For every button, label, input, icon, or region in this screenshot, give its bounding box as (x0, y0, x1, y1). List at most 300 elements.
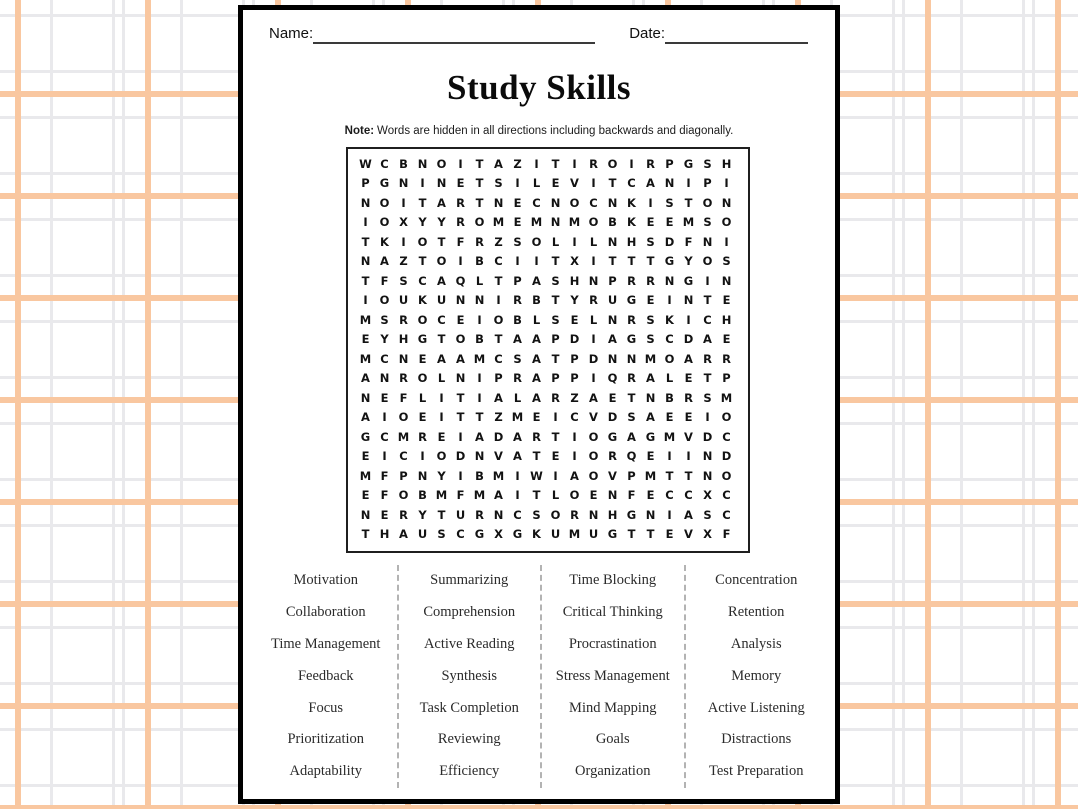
grid-cell: S (703, 156, 712, 171)
grid-cell: I (553, 468, 558, 483)
grid-cell: O (721, 410, 732, 425)
grid-cell: I (382, 410, 387, 425)
grid-cell: B (532, 293, 541, 308)
word-list-item: Summarizing (430, 572, 509, 589)
grid-row (356, 154, 736, 174)
grid-cell: A (532, 332, 541, 347)
grid-cell: E (380, 390, 389, 405)
word-list-item: Analysis (730, 635, 782, 652)
grid-cell: I (401, 195, 406, 210)
grid-cell: T (418, 195, 427, 210)
word-list-item: Mind Mapping (569, 699, 657, 716)
word-list-column-2 (397, 565, 541, 788)
grid-cell: M (359, 312, 372, 327)
grid-cell: R (551, 390, 560, 405)
grid-cell: E (665, 410, 674, 425)
grid-row (356, 525, 736, 545)
grid-cell: T (627, 390, 636, 405)
grid-cell: I (496, 293, 501, 308)
grid-cell: C (437, 312, 446, 327)
grid-cell: I (572, 234, 577, 249)
grid-cell: H (626, 234, 637, 249)
note-body: Words are hidden in all directions including backwards and diagonally. (377, 125, 734, 137)
grid-cell: A (532, 351, 541, 366)
grid-cell: I (515, 468, 520, 483)
grid-cell: T (608, 254, 617, 269)
grid-cell: M (359, 468, 372, 483)
word-list-column-4 (684, 565, 828, 788)
grid-cell: Y (684, 254, 693, 269)
grid-cell: Z (494, 410, 503, 425)
grid-cell: E (570, 312, 579, 327)
word-list-item: Motivation (293, 572, 358, 589)
grid-cell: C (418, 273, 427, 288)
grid-cell: E (646, 488, 655, 503)
grid-cell: Z (399, 254, 408, 269)
grid-cell: S (703, 215, 712, 230)
grid-row (356, 447, 736, 467)
grid-cell: I (401, 234, 406, 249)
grid-cell: P (627, 468, 636, 483)
grid-cell: R (589, 293, 598, 308)
grid-cell: I (705, 410, 710, 425)
grid-cell: A (532, 273, 541, 288)
grid-cell: C (494, 254, 503, 269)
grid-cell: D (702, 429, 713, 444)
grid-cell: I (382, 449, 387, 464)
grid-cell: G (645, 429, 656, 444)
grid-cell: C (703, 312, 712, 327)
grid-cell: L (437, 371, 446, 386)
grid-cell: G (683, 156, 694, 171)
grid-cell: E (418, 410, 427, 425)
grid-cell: Z (494, 234, 503, 249)
word-list-item: Active Reading (423, 635, 515, 652)
grid-cell: O (588, 468, 599, 483)
word-list-item: Collaboration (285, 604, 366, 621)
grid-cell: S (551, 312, 560, 327)
word-list-item: Comprehension (423, 604, 516, 621)
grid-cell: R (646, 156, 655, 171)
grid-cell: X (570, 254, 579, 269)
grid-cell: W (530, 468, 543, 483)
grid-cell: R (627, 273, 636, 288)
grid-cell: E (361, 332, 370, 347)
grid-cell: O (569, 195, 580, 210)
grid-cell: C (722, 507, 731, 522)
grid-cell: I (420, 176, 425, 191)
grid-cell: I (591, 371, 596, 386)
grid-cell: I (572, 449, 577, 464)
grid-cell: T (456, 410, 465, 425)
grid-cell: V (684, 429, 693, 444)
grid-cell: U (550, 527, 561, 542)
grid-cell: C (456, 527, 465, 542)
word-list-item: Prioritization (287, 731, 364, 748)
word-list-item: Retention (728, 604, 785, 621)
grid-cell: R (684, 390, 693, 405)
grid-cell: P (570, 351, 579, 366)
grid-cell: A (494, 156, 503, 171)
grid-cell: P (399, 468, 408, 483)
grid-cell: C (380, 351, 389, 366)
grid-cell: M (663, 429, 676, 444)
grid-cell: A (513, 332, 522, 347)
grid-cell: A (570, 468, 579, 483)
grid-cell: O (398, 488, 409, 503)
grid-cell: E (361, 449, 370, 464)
grid-cell: W (359, 156, 372, 171)
grid-cell: V (589, 410, 598, 425)
grid-cell: U (455, 507, 466, 522)
grid-cell: E (456, 312, 465, 327)
grid-cell: N (398, 176, 409, 191)
grid-cell: N (645, 390, 656, 405)
grid-cell: P (665, 156, 674, 171)
grid-cell: N (607, 351, 618, 366)
grid-cell: O (569, 488, 580, 503)
grid-cell: R (722, 351, 731, 366)
grid-cell: U (607, 293, 618, 308)
grid-cell: S (437, 527, 446, 542)
grid-cell: E (437, 429, 446, 444)
note-label: Note: (344, 125, 375, 137)
grid-cell: R (608, 449, 617, 464)
grid-cell: N (398, 351, 409, 366)
grid-cell: M (435, 488, 448, 503)
grid-cell: M (682, 215, 695, 230)
grid-cell: N (702, 468, 713, 483)
grid-cell: K (627, 195, 636, 210)
grid-cell: N (664, 176, 675, 191)
grid-cell: O (379, 195, 390, 210)
grid-cell: T (437, 234, 446, 249)
grid-cell: D (493, 429, 504, 444)
grid-cell: E (684, 410, 693, 425)
word-list-item: Test Preparation (709, 763, 804, 780)
grid-cell: P (551, 332, 560, 347)
grid-cell: T (703, 293, 712, 308)
grid-cell: T (532, 488, 541, 503)
grid-cell: S (646, 312, 655, 327)
word-list-item: Synthesis (441, 667, 498, 684)
grid-cell: S (532, 507, 541, 522)
grid-cell: N (626, 351, 637, 366)
grid-cell: L (532, 312, 541, 327)
grid-cell: T (627, 527, 636, 542)
grid-cell: L (551, 234, 560, 249)
page-title: Study Skills (446, 68, 632, 107)
grid-cell: O (531, 234, 542, 249)
word-list-item: Goals (595, 731, 630, 748)
grid-cell: A (361, 410, 370, 425)
word-search-grid (346, 147, 750, 553)
grid-cell: I (667, 449, 672, 464)
grid-cell: L (418, 390, 427, 405)
grid-cell: O (417, 234, 428, 249)
grid-cell: F (684, 234, 693, 249)
grid-cell: D (721, 449, 732, 464)
grid-cell: G (417, 332, 428, 347)
grid-cell: F (399, 390, 408, 405)
word-list-item: Adaptability (289, 763, 362, 780)
grid-cell: Y (437, 468, 446, 483)
grid-cell: T (475, 156, 484, 171)
grid-cell: T (456, 390, 465, 405)
grid-cell: B (665, 390, 674, 405)
grid-cell: F (722, 527, 731, 542)
grid-cell: G (512, 527, 523, 542)
grid-cell: O (379, 215, 390, 230)
grid-cell: N (360, 195, 371, 210)
grid-cell: F (627, 488, 636, 503)
grid-cell: E (513, 195, 522, 210)
grid-cell: D (569, 332, 580, 347)
grid-cell: N (645, 507, 656, 522)
grid-cell: L (589, 312, 598, 327)
grid-cell: A (589, 390, 598, 405)
grid-cell: P (494, 371, 503, 386)
grid-cell: A (513, 429, 522, 444)
word-list-item: Efficiency (439, 763, 500, 780)
grid-cell: G (683, 273, 694, 288)
grid-cell: A (684, 507, 693, 522)
grid-cell: A (456, 351, 465, 366)
grid-cell: I (572, 429, 577, 444)
grid-cell: F (380, 273, 389, 288)
grid-cell: N (607, 234, 618, 249)
grid-cell: O (436, 254, 447, 269)
grid-cell: R (513, 371, 522, 386)
grid-cell: U (588, 527, 599, 542)
grid-cell: L (532, 176, 541, 191)
grid-cell: O (436, 449, 447, 464)
word-list-item: Memory (731, 667, 782, 684)
grid-cell: N (379, 371, 390, 386)
grid-cell: O (664, 351, 675, 366)
grid-cell: X (494, 527, 503, 542)
grid-cell: S (494, 176, 503, 191)
grid-row (356, 505, 736, 525)
grid-cell: M (568, 215, 581, 230)
grid-cell: I (686, 312, 691, 327)
grid-cell: I (686, 176, 691, 191)
grid-cell: C (589, 195, 598, 210)
grid-cell: L (551, 488, 560, 503)
grid-cell: I (477, 371, 482, 386)
grid-cell: O (436, 156, 447, 171)
grid-cell: S (513, 351, 522, 366)
grid-cell: D (607, 410, 618, 425)
grid-cell: O (493, 312, 504, 327)
grid-cell: X (399, 215, 408, 230)
word-list-item: Stress Management (555, 667, 670, 684)
grid-cell: I (572, 156, 577, 171)
grid-cell: T (551, 293, 560, 308)
grid-cell: B (418, 488, 427, 503)
grid-cell: B (475, 332, 484, 347)
grid-cell: S (380, 312, 389, 327)
word-list-item: Time Management (271, 635, 381, 652)
word-list-item: Organization (575, 763, 651, 780)
grid-cell: C (532, 195, 541, 210)
header-row (269, 24, 809, 44)
grid-cell: A (646, 176, 655, 191)
grid-cell: T (551, 429, 560, 444)
grid-cell: E (513, 215, 522, 230)
grid-cell: T (494, 273, 503, 288)
grid-cell: I (477, 312, 482, 327)
grid-cell: T (475, 410, 484, 425)
grid-cell: N (493, 195, 504, 210)
word-list (255, 565, 827, 788)
grid-cell: F (456, 488, 465, 503)
word-list-item: Procrastination (568, 635, 657, 652)
grid-cell: T (475, 176, 484, 191)
grid-row (356, 408, 736, 428)
grid-cell: L (513, 390, 522, 405)
grid-cell: P (513, 273, 522, 288)
grid-cell: A (437, 273, 446, 288)
grid-cell: T (475, 195, 484, 210)
grid-row (356, 486, 736, 506)
grid-cell: I (515, 176, 520, 191)
grid-row (356, 271, 736, 291)
grid-cell: N (436, 176, 447, 191)
grid-cell: S (722, 254, 731, 269)
grid-cell: P (722, 371, 731, 386)
grid-cell: S (551, 273, 560, 288)
grid-cell: N (360, 390, 371, 405)
grid-cell: A (494, 390, 503, 405)
grid-cell: K (418, 293, 427, 308)
grid-cell: A (684, 351, 693, 366)
grid-cell: E (646, 449, 655, 464)
grid-cell: O (702, 195, 713, 210)
grid-cell: V (684, 527, 693, 542)
grid-cell: A (399, 527, 408, 542)
grid-cell: P (570, 371, 579, 386)
grid-cell: Y (418, 215, 427, 230)
grid-cell: T (418, 254, 427, 269)
grid-cell: T (361, 234, 370, 249)
grid-cell: N (493, 507, 504, 522)
grid-cell: O (588, 449, 599, 464)
grid-cell: P (361, 176, 370, 191)
grid-cell: E (589, 488, 598, 503)
grid-cell: R (399, 312, 408, 327)
grid-cell: C (399, 449, 408, 464)
grid-row (356, 174, 736, 194)
grid-cell: O (588, 215, 599, 230)
grid-cell: E (380, 507, 389, 522)
grid-cell: B (399, 156, 408, 171)
grid-cell: C (494, 351, 503, 366)
grid-cell: A (437, 351, 446, 366)
grid-cell: T (361, 273, 370, 288)
grid-cell: N (417, 468, 428, 483)
grid-cell: S (665, 195, 674, 210)
grid-cell: I (515, 254, 520, 269)
grid-cell: Y (570, 293, 579, 308)
grid-cell: H (379, 527, 390, 542)
name-blank-line (313, 26, 595, 44)
grid-cell: M (644, 351, 657, 366)
grid-cell: A (532, 371, 541, 386)
grid-cell: H (721, 156, 732, 171)
grid-cell: D (455, 449, 466, 464)
grid-cell: E (551, 176, 560, 191)
grid-cell: R (456, 195, 465, 210)
grid-cell: E (722, 293, 731, 308)
grid-cell: A (646, 410, 655, 425)
grid-cell: A (532, 390, 541, 405)
grid-cell: L (589, 234, 598, 249)
grid-cell: Z (513, 156, 522, 171)
grid-cell: A (361, 371, 370, 386)
grid-cell: E (646, 293, 655, 308)
word-list-item: Distractions (721, 731, 792, 748)
grid-cell: O (398, 410, 409, 425)
grid-cell: G (626, 293, 637, 308)
grid-cell: C (684, 488, 693, 503)
grid-cell: R (475, 507, 484, 522)
grid-cell: S (513, 234, 522, 249)
grid-cell: I (458, 429, 463, 444)
grid-cell: C (380, 156, 389, 171)
grid-cell: M (720, 390, 733, 405)
grid-cell: N (721, 195, 732, 210)
note-text (243, 125, 835, 137)
grid-cell: U (398, 293, 409, 308)
grid-cell: N (607, 488, 618, 503)
word-list-item: Feedback (297, 667, 354, 684)
grid-cell: M (397, 429, 410, 444)
grid-cell: V (494, 449, 503, 464)
grid-cell: M (511, 410, 524, 425)
grid-cell: Y (380, 332, 389, 347)
grid-row (356, 349, 736, 369)
word-list-item: Time Blocking (569, 572, 657, 589)
grid-cell: R (456, 215, 465, 230)
grid-cell: O (721, 215, 732, 230)
grid-cell: T (703, 371, 712, 386)
grid-cell: E (608, 390, 617, 405)
grid-cell: M (492, 215, 505, 230)
word-list-item: Focus (308, 699, 344, 716)
grid-cell: N (607, 195, 618, 210)
grid-cell: T (551, 351, 560, 366)
grid-cell: T (551, 254, 560, 269)
grid-cell: N (455, 371, 466, 386)
grid-cell: T (361, 527, 370, 542)
grid-cell: I (534, 156, 539, 171)
grid-cell: S (646, 234, 655, 249)
grid-cell: T (494, 332, 503, 347)
word-list-item: Task Completion (419, 699, 519, 716)
grid-cell: L (665, 371, 674, 386)
date-label: Date: (629, 25, 666, 42)
grid-cell: N (550, 215, 561, 230)
grid-cell: C (722, 429, 731, 444)
grid-cell: Q (455, 273, 466, 288)
grid-cell: H (569, 273, 580, 288)
grid-cell: E (361, 488, 370, 503)
grid-cell: S (627, 410, 636, 425)
grid-cell: O (417, 312, 428, 327)
grid-cell: M (473, 488, 486, 503)
grid-cell: I (591, 254, 596, 269)
